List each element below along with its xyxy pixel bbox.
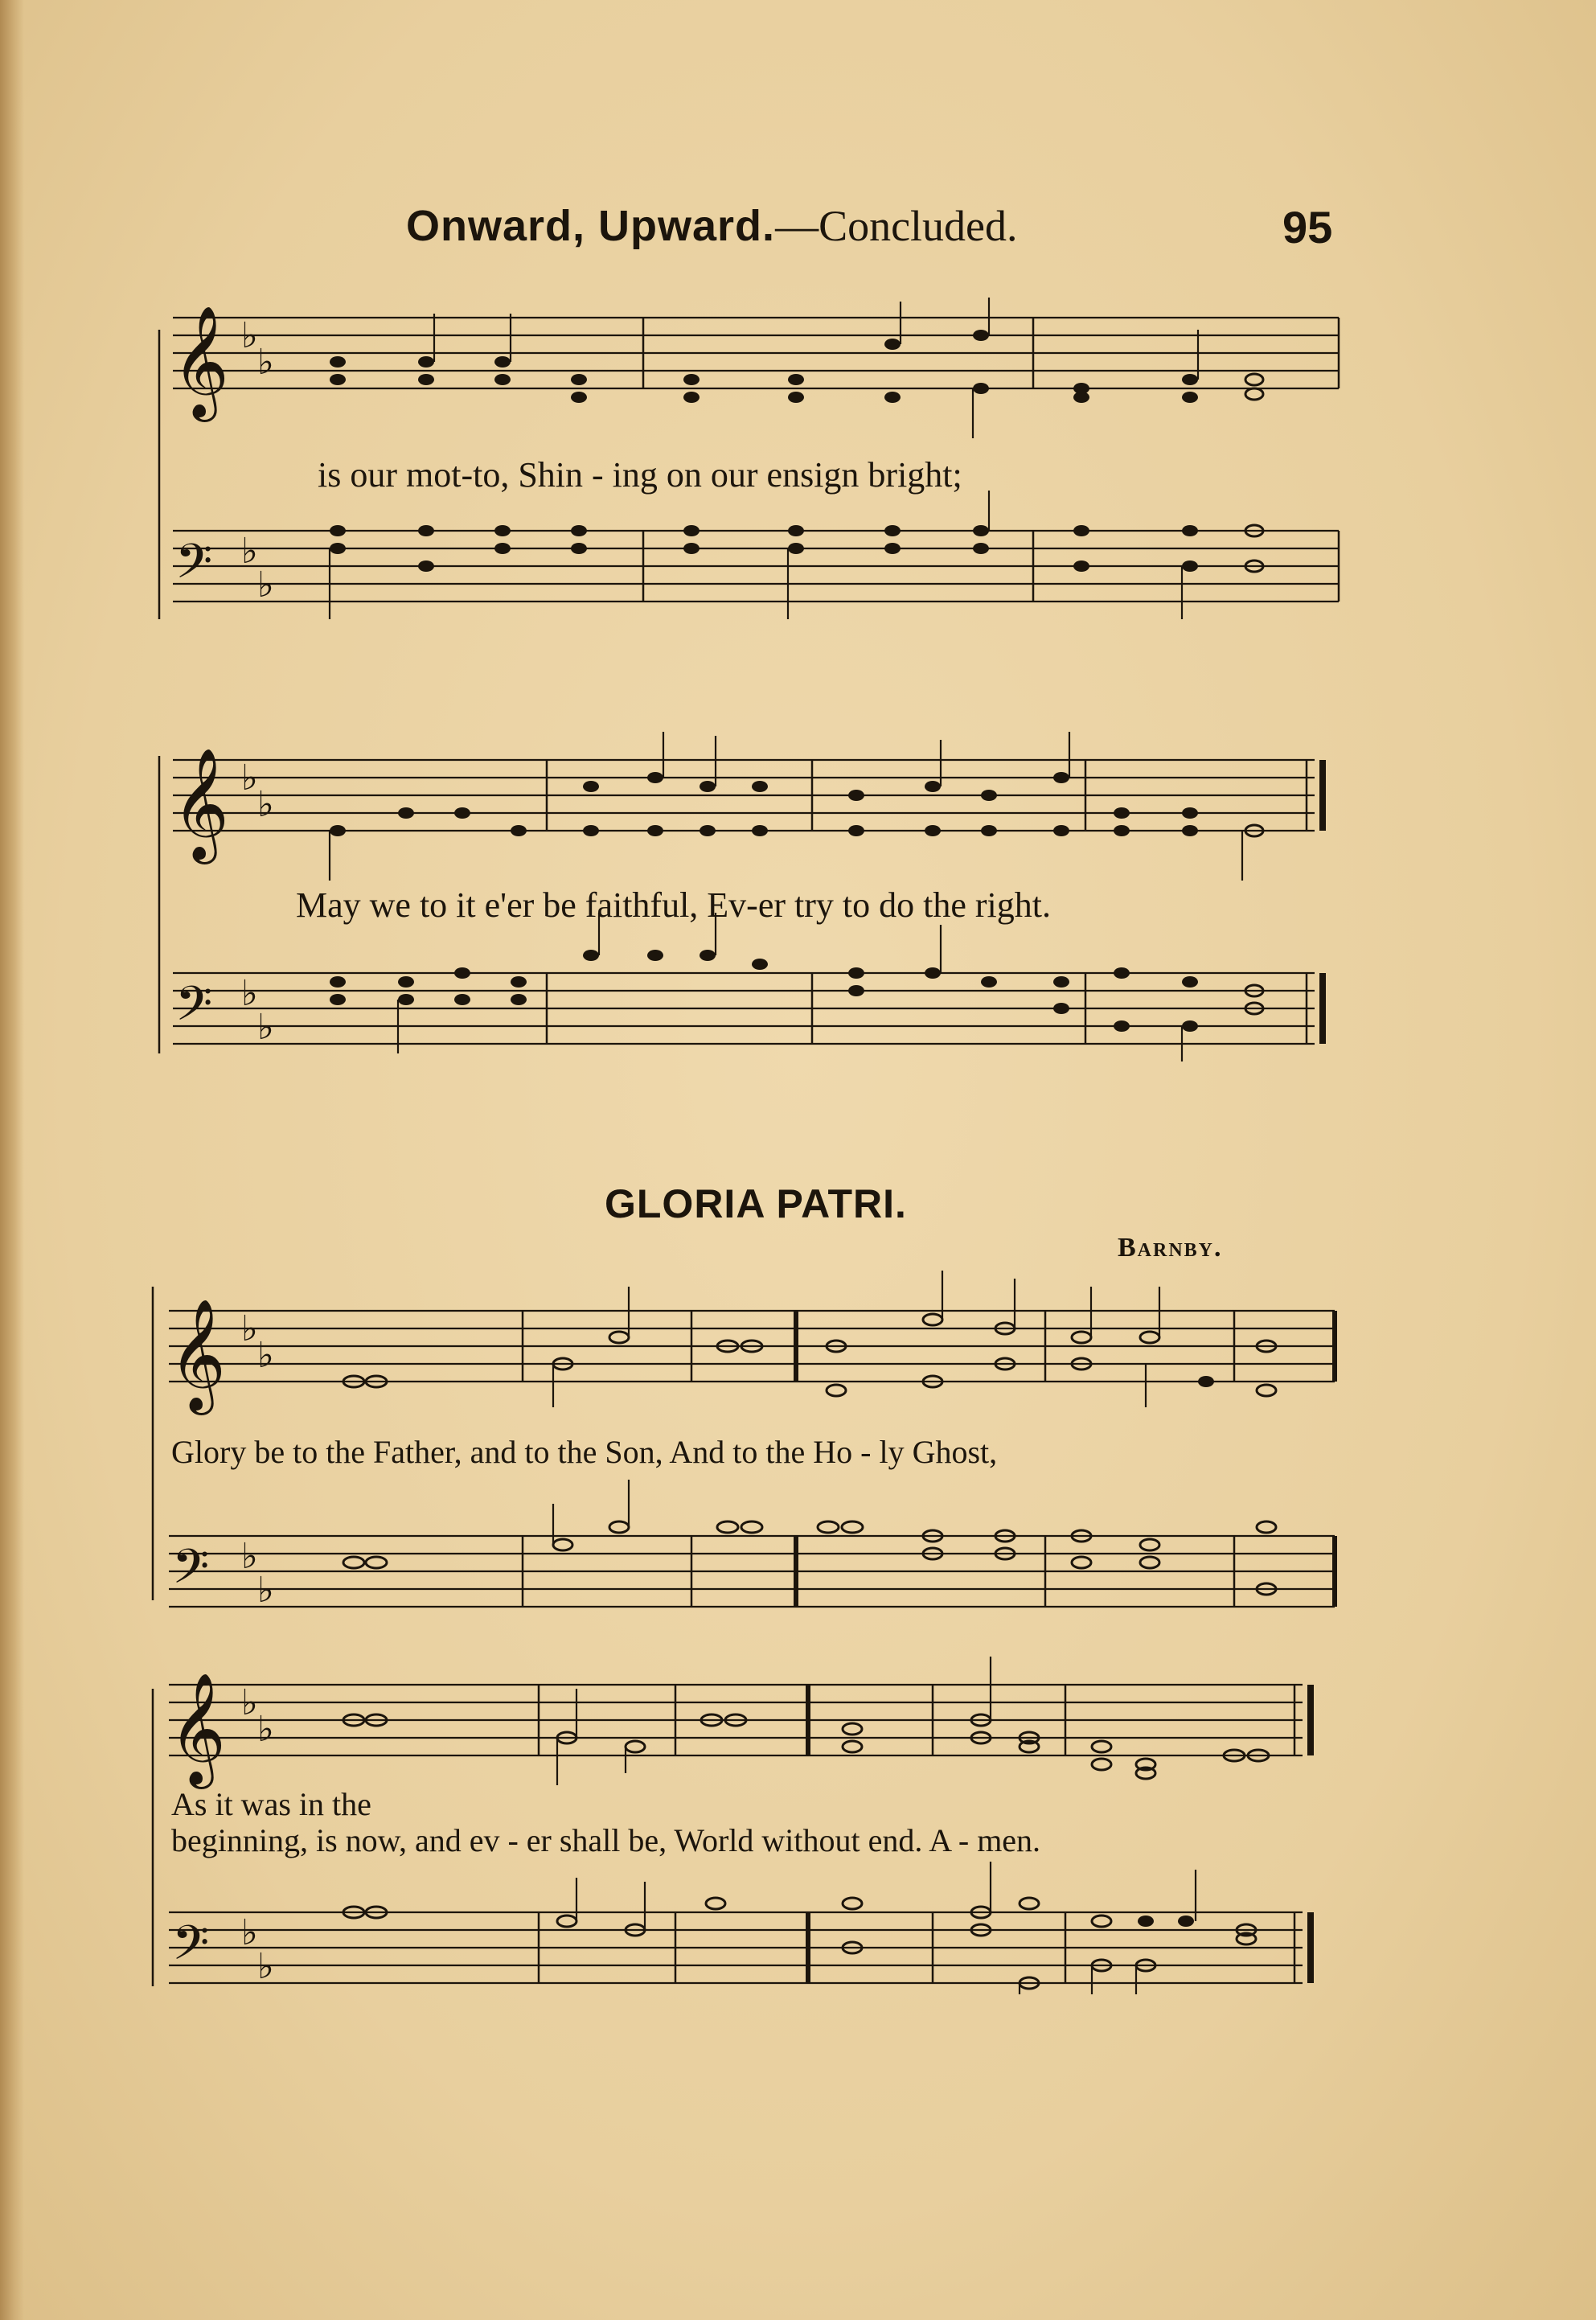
page-number: 95 <box>1282 202 1333 253</box>
page-header-title <box>406 201 1018 251</box>
flat-icon: ♭ <box>257 565 274 606</box>
gloria-composer: Barnby. <box>1118 1233 1223 1263</box>
bass-staff <box>173 531 1339 602</box>
bass-notes <box>343 1862 1256 1994</box>
flat-icon: ♭ <box>257 1570 274 1608</box>
bass-notes <box>330 491 1263 619</box>
flat-icon: ♭ <box>241 1536 258 1577</box>
treble-clef-icon: 𝄞 <box>172 748 229 860</box>
flat-icon: ♭ <box>257 1709 274 1750</box>
treble-staff <box>173 760 1315 831</box>
bass-notes <box>330 913 1263 1061</box>
bass-clef-icon: 𝄢 <box>172 1915 210 1982</box>
flat-icon: ♭ <box>241 973 258 1014</box>
flat-icon: ♭ <box>257 342 274 383</box>
flat-icon: ♭ <box>241 758 258 799</box>
treble-notes <box>330 298 1263 438</box>
lyrics-system-2: May we to it e'er be faithful, Ev-er try to do the right. <box>296 885 1051 925</box>
gloria-title: GLORIA PATRI. <box>605 1181 907 1226</box>
bass-staff <box>169 1912 1303 1983</box>
flat-icon: ♭ <box>241 1912 258 1953</box>
flat-icon: ♭ <box>257 1335 274 1376</box>
treble-notes <box>330 732 1263 881</box>
song-title-concluded: —Concluded. <box>775 202 1018 250</box>
bass-clef-icon: 𝄢 <box>175 975 213 1043</box>
flat-icon: ♭ <box>257 784 274 825</box>
gloria-lyrics-line-a: As it was in the <box>171 1786 371 1822</box>
gloria-lyrics-system-1: Glory be to the Father, and to the Son, And to the Ho - ly Ghost, <box>171 1434 998 1470</box>
bass-clef-icon: 𝄢 <box>175 533 213 601</box>
flat-icon: ♭ <box>241 1682 258 1723</box>
lyrics-system-1: is our mot-to, Shin - ing on our ensign bright; <box>318 455 962 495</box>
treble-clef-icon: 𝄞 <box>172 306 229 417</box>
flat-icon: ♭ <box>257 1946 274 1987</box>
treble-clef-icon: 𝄞 <box>169 1673 226 1784</box>
flat-icon: ♭ <box>241 531 258 572</box>
flat-icon: ♭ <box>241 1308 258 1349</box>
gloria-lyrics-line-b: beginning, is now, and ev - er shall be, World without end. A - men. <box>171 1822 1041 1858</box>
treble-staff <box>173 318 1339 388</box>
song-title-bold: Onward, Upward. <box>406 202 776 250</box>
flat-icon: ♭ <box>257 1007 274 1048</box>
treble-staff <box>169 1685 1303 1755</box>
bass-notes <box>343 1480 1276 1595</box>
bass-clef-icon: 𝄢 <box>172 1538 210 1606</box>
treble-clef-icon: 𝄞 <box>169 1299 226 1410</box>
flat-icon: ♭ <box>241 315 258 356</box>
treble-notes <box>343 1271 1276 1407</box>
